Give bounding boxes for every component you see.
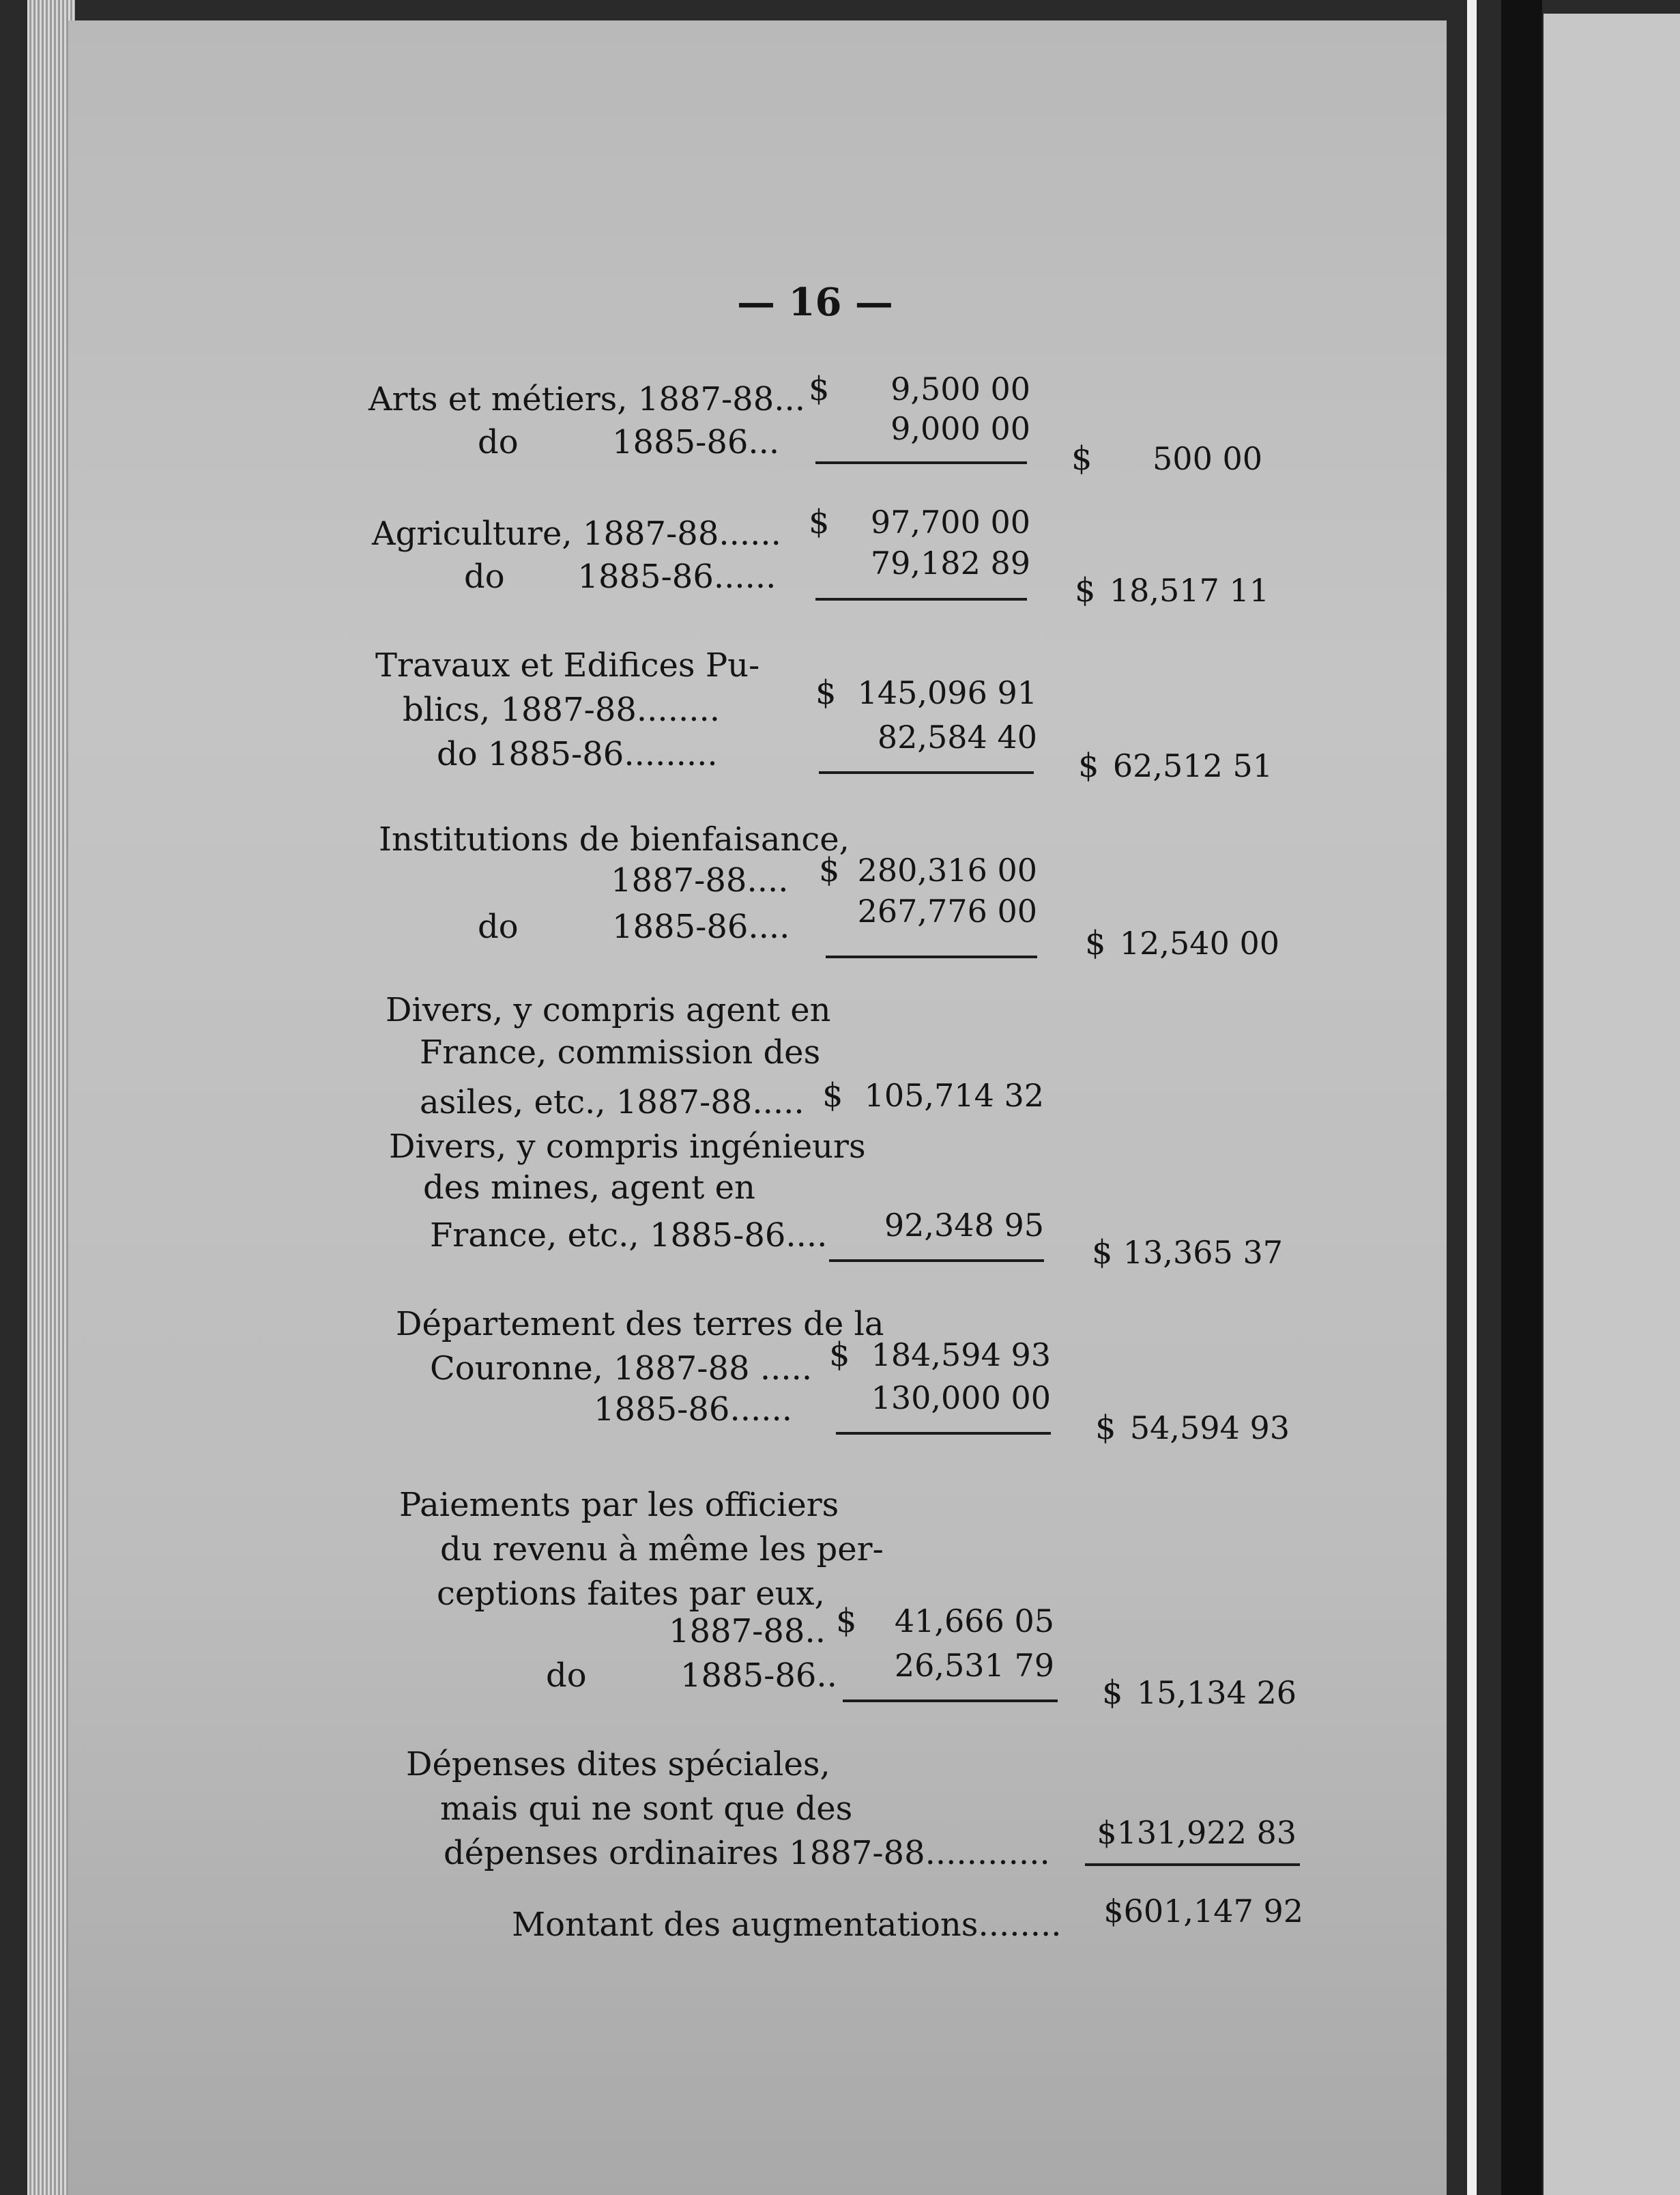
amount-1887: 280,316 00 [857, 852, 1037, 889]
dollar-sign: $ [1092, 1233, 1113, 1272]
total-amount: $601,147 92 [1103, 1893, 1303, 1929]
dollar-sign: $ [1071, 440, 1092, 478]
difference: 18,517 11 [1109, 572, 1269, 609]
subtotal-rule [829, 1259, 1044, 1262]
subtotal-rule [815, 598, 1027, 601]
special-amount: $131,922 83 [1097, 1814, 1297, 1851]
amount-1887: 145,096 91 [857, 674, 1037, 711]
entry-line: Paiements par les officiers [399, 1486, 839, 1524]
subtotal-rule [819, 771, 1034, 774]
dollar-sign: $ [809, 370, 830, 408]
amount-1885: 267,776 00 [857, 893, 1037, 930]
entry-line: des mines, agent en [423, 1168, 755, 1207]
amount-1885: 92,348 95 [884, 1207, 1044, 1244]
subtotal-rule [836, 1432, 1051, 1435]
entry-line: Couronne, 1887-88 ..... [430, 1349, 813, 1388]
entry-line: du revenu à même les per- [440, 1530, 884, 1568]
difference: 12,540 00 [1119, 925, 1279, 962]
entry-line: Agriculture, 1887-88...... [372, 515, 781, 553]
entry-line: do 1885-86.. [546, 1656, 837, 1695]
dollar-sign: $ [819, 851, 840, 889]
entry-line: 1887-88.... [611, 861, 789, 900]
amount-1885: 130,000 00 [871, 1379, 1051, 1416]
entry-line: Travaux et Edifices Pu- [375, 646, 760, 685]
entry-line: 1885-86...... [594, 1390, 792, 1429]
entry-line: asiles, etc., 1887-88..... [420, 1083, 805, 1121]
amount-1885: 79,182 89 [870, 545, 1030, 582]
subtotal-rule [815, 461, 1027, 464]
special-line: dépenses ordinaires 1887-88............ [444, 1834, 1050, 1872]
subtotal-rule [826, 956, 1037, 958]
difference: 15,134 26 [1136, 1674, 1297, 1711]
amount-1887: 184,594 93 [871, 1336, 1051, 1373]
entry-line: 1887-88.. [669, 1612, 826, 1650]
entry-line: do 1885-86...... [464, 558, 777, 596]
entry-line: Divers, y compris agent en [386, 991, 831, 1029]
entry-line: Institutions de bienfaisance, [379, 820, 850, 859]
dollar-sign: $ [1102, 1674, 1123, 1712]
amount-1885: 82,584 40 [877, 719, 1037, 756]
dollar-sign: $ [822, 1076, 843, 1115]
difference: 500 00 [1153, 440, 1262, 477]
entry-line: ceptions faites par eux, [437, 1575, 825, 1613]
entry-line: Département des terres de la [396, 1305, 884, 1343]
entry-line: do 1885-86......... [437, 735, 718, 773]
entry-line: blics, 1887-88........ [403, 691, 720, 729]
entry-line: do 1885-86.... [478, 908, 790, 946]
total-label: Montant des augmentations........ [512, 1906, 1062, 1944]
dollar-sign: $ [815, 674, 837, 712]
special-line: Dépenses dites spéciales, [406, 1745, 830, 1783]
difference: 54,594 93 [1129, 1409, 1290, 1446]
subtotal-rule [843, 1699, 1058, 1702]
special-line: mais qui ne sont que des [440, 1790, 853, 1828]
amount-1887: 9,500 00 [890, 371, 1030, 407]
amount-1887: 41,666 05 [894, 1603, 1054, 1639]
amount-1885: 9,000 00 [890, 410, 1030, 447]
dollar-sign: $ [1078, 747, 1099, 785]
dollar-sign: $ [1095, 1409, 1116, 1447]
page-number: — 16 — [737, 280, 893, 325]
dollar-sign: $ [829, 1336, 850, 1374]
entry-line: do 1885-86... [478, 423, 780, 461]
dollar-sign: $ [809, 503, 830, 541]
amount-1887: 97,700 00 [870, 504, 1030, 541]
amount-1885: 26,531 79 [894, 1647, 1054, 1684]
binding-gutter [1501, 0, 1542, 2195]
dollar-sign: $ [836, 1602, 857, 1640]
gutter-highlight [1467, 0, 1477, 2195]
amount-1887: 105,714 32 [864, 1077, 1044, 1114]
entry-line: France, etc., 1885-86.... [430, 1216, 828, 1254]
dollar-sign: $ [1075, 571, 1096, 609]
difference: 13,365 37 [1123, 1234, 1283, 1271]
entry-line: Arts et métiers, 1887-88... [368, 380, 806, 418]
difference: 62,512 51 [1112, 747, 1273, 784]
dollar-sign: $ [1085, 924, 1106, 962]
entry-line: Divers, y compris ingénieurs [389, 1128, 866, 1166]
facing-page [1544, 14, 1680, 2195]
entry-line: France, commission des [420, 1033, 821, 1072]
total-rule [1085, 1863, 1300, 1866]
